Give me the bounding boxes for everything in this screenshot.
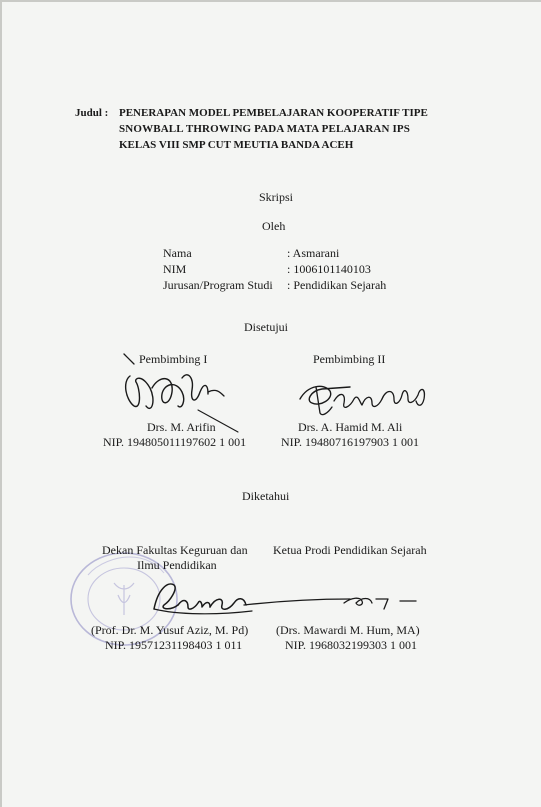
title-line-3: KELAS VIII SMP CUT MEUTIA BANDA ACEH — [119, 139, 354, 151]
scan-edge-left — [0, 0, 2, 807]
official-1-role-line-1: Dekan Fakultas Keguruan dan — [102, 543, 248, 557]
identity-label-nim: NIM — [163, 262, 187, 276]
document-type: Skripsi — [259, 190, 294, 204]
advisor-1-role: Pembimbing I — [139, 352, 208, 366]
official-2-name: (Drs. Mawardi M. Hum, MA) — [276, 623, 420, 637]
advisor-1-name: Drs. M. Arifin — [147, 420, 216, 434]
identity-value-nim: : 1006101140103 — [287, 262, 371, 276]
advisor-1-nip: NIP. 194805011197602 1 001 — [103, 435, 247, 449]
acknowledged-label: Diketahui — [242, 489, 290, 503]
title-line-1: PENERAPAN MODEL PEMBELAJARAN KOOPERATIF TIPE — [119, 107, 428, 119]
advisor-2-signature — [290, 373, 440, 423]
identity-label-name: Nama — [163, 246, 192, 260]
title-line-2: SNOWBALL THROWING PADA MATA PELAJARAN IPS — [119, 123, 411, 135]
scan-edge-top — [0, 0, 541, 2]
advisor-2-nip: NIP. 19480716197903 1 001 — [281, 435, 420, 449]
title-prefix: Judul : — [75, 107, 109, 119]
advisor-2-role: Pembimbing II — [313, 352, 386, 366]
official-2-role: Ketua Prodi Pendidikan Sejarah — [273, 543, 427, 557]
approved-label: Disetujui — [244, 320, 288, 334]
identity-value-name: : Asmarani — [287, 246, 340, 260]
advisor-2-name: Drs. A. Hamid M. Ali — [298, 420, 403, 434]
identity-value-program: : Pendidikan Sejarah — [287, 278, 387, 292]
official-1-role-line-2: Ilmu Pendidikan — [137, 558, 217, 572]
identity-label-program: Jurusan/Program Studi — [163, 278, 273, 292]
official-1-nip: NIP. 19571231198403 1 011 — [105, 638, 243, 652]
official-2-nip: NIP. 1968032199303 1 001 — [285, 638, 418, 652]
official-2-signature — [240, 587, 430, 617]
official-1-name: (Prof. Dr. M. Yusuf Aziz, M. Pd) — [91, 623, 249, 637]
by-label: Oleh — [262, 219, 286, 233]
